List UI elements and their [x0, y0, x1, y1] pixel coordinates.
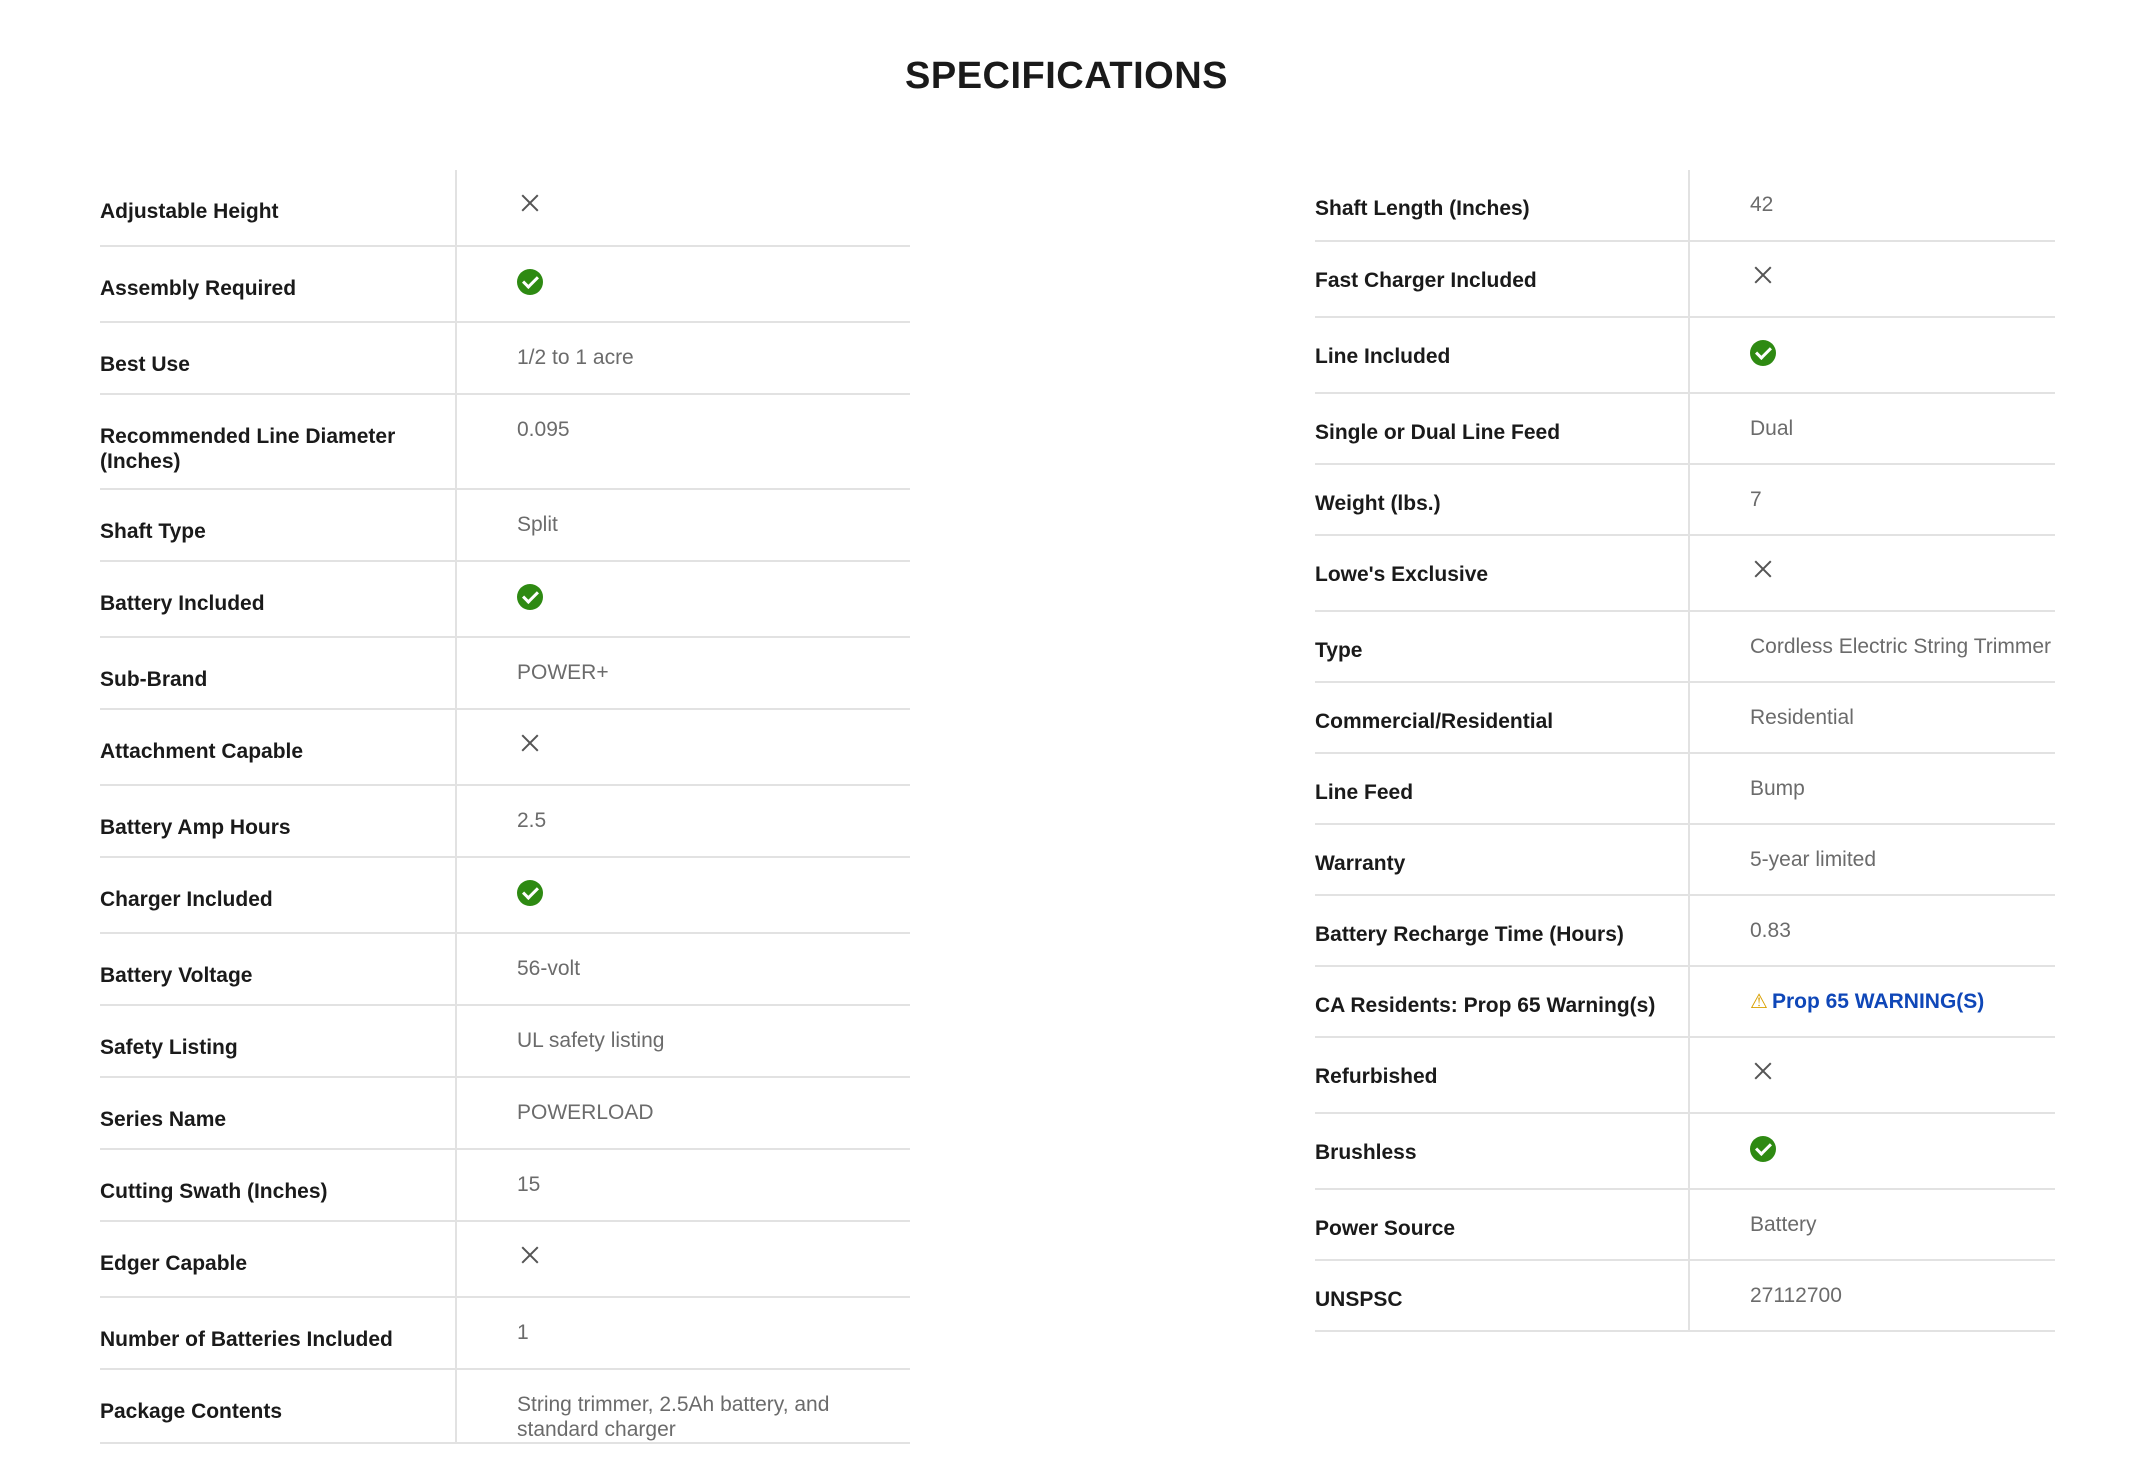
spec-value: Split [456, 489, 910, 561]
spec-label: UNSPSC [1315, 1260, 1689, 1331]
spec-label: Weight (lbs.) [1315, 464, 1689, 535]
x-icon [517, 730, 543, 756]
spec-row-single-or-dual-line-feed [1315, 393, 2055, 464]
spec-value [456, 857, 910, 933]
spec-row-shaft-length-inches [1315, 170, 2055, 241]
spec-value: Battery [1689, 1189, 2055, 1260]
spec-row-line-included [1315, 317, 2055, 393]
spec-row-unspsc [1315, 1260, 2055, 1331]
spec-label: Warranty [1315, 824, 1689, 895]
spec-value: Cordless Electric String Trimmer [1689, 611, 2055, 682]
specs-table-left [100, 170, 910, 1444]
spec-label: Battery Amp Hours [100, 785, 456, 857]
spec-row-battery-included [100, 561, 910, 637]
spec-value: POWERLOAD [456, 1077, 910, 1149]
spec-row-sub-brand [100, 637, 910, 709]
spec-label: Safety Listing [100, 1005, 456, 1077]
spec-value [1689, 1037, 2055, 1113]
spec-value: 27112700 [1689, 1260, 2055, 1331]
spec-label: Sub-Brand [100, 637, 456, 709]
warning-icon: ⚠ [1750, 991, 1768, 1013]
spec-row-weight-lbs [1315, 464, 2055, 535]
spec-row-charger-included [100, 857, 910, 933]
spec-row-best-use [100, 322, 910, 394]
prop65-warning-link[interactable]: Prop 65 WARNING(S) [1771, 990, 1985, 1013]
page-title: SPECIFICATIONS [905, 55, 1228, 97]
spec-row-safety-listing [100, 1005, 910, 1077]
spec-row-brushless [1315, 1113, 2055, 1189]
spec-label: Refurbished [1315, 1037, 1689, 1113]
spec-row-ca-residents-prop-65-warning-s [1315, 966, 2055, 1037]
spec-label: Battery Included [100, 561, 456, 637]
spec-row-battery-amp-hours [100, 785, 910, 857]
spec-row-cutting-swath-inches [100, 1149, 910, 1221]
spec-value [1689, 966, 2055, 1037]
x-icon [517, 190, 543, 216]
spec-value: String trimmer, 2.5Ah battery, and standard charger [456, 1369, 910, 1443]
spec-row-edger-capable [100, 1221, 910, 1297]
spec-value: 2.5 [456, 785, 910, 857]
x-icon [1750, 1058, 1776, 1084]
spec-row-recommended-line-diameter-inches [100, 394, 910, 489]
spec-value: UL safety listing [456, 1005, 910, 1077]
spec-label: Series Name [100, 1077, 456, 1149]
check-circle-icon [517, 584, 543, 610]
spec-value: 5-year limited [1689, 824, 2055, 895]
spec-value [1689, 317, 2055, 393]
spec-label: Package Contents [100, 1369, 456, 1443]
spec-value [1689, 1113, 2055, 1189]
spec-row-package-contents [100, 1369, 910, 1443]
spec-value: 0.095 [456, 394, 910, 489]
spec-row-lowe-s-exclusive [1315, 535, 2055, 611]
check-circle-icon [1750, 1136, 1776, 1162]
x-icon [517, 1242, 543, 1268]
spec-label: Shaft Length (Inches) [1315, 170, 1689, 241]
check-circle-icon [517, 880, 543, 906]
spec-row-commercial-residential [1315, 682, 2055, 753]
x-icon [1750, 556, 1776, 582]
spec-label: Line Included [1315, 317, 1689, 393]
spec-row-type [1315, 611, 2055, 682]
spec-label: Recommended Line Diameter (Inches) [100, 394, 456, 489]
spec-label: Cutting Swath (Inches) [100, 1149, 456, 1221]
spec-value: 0.83 [1689, 895, 2055, 966]
spec-value [1689, 535, 2055, 611]
spec-label: Type [1315, 611, 1689, 682]
spec-row-attachment-capable [100, 709, 910, 785]
spec-row-adjustable-height [100, 170, 910, 246]
spec-value: 1/2 to 1 acre [456, 322, 910, 394]
spec-row-shaft-type [100, 489, 910, 561]
spec-label: Shaft Type [100, 489, 456, 561]
check-circle-icon [517, 269, 543, 295]
spec-label: CA Residents: Prop 65 Warning(s) [1315, 966, 1689, 1037]
spec-row-warranty [1315, 824, 2055, 895]
spec-value: Residential [1689, 682, 2055, 753]
spec-value [456, 1221, 910, 1297]
spec-value [456, 170, 910, 246]
spec-value [456, 246, 910, 322]
spec-label: Power Source [1315, 1189, 1689, 1260]
spec-label: Assembly Required [100, 246, 456, 322]
spec-value: Bump [1689, 753, 2055, 824]
spec-label: Adjustable Height [100, 170, 456, 246]
spec-label: Edger Capable [100, 1221, 456, 1297]
spec-value: 42 [1689, 170, 2055, 241]
spec-label: Brushless [1315, 1113, 1689, 1189]
spec-label: Line Feed [1315, 753, 1689, 824]
spec-row-series-name [100, 1077, 910, 1149]
spec-row-battery-voltage [100, 933, 910, 1005]
spec-row-power-source [1315, 1189, 2055, 1260]
check-circle-icon [1750, 340, 1776, 366]
spec-value: 7 [1689, 464, 2055, 535]
spec-label: Battery Recharge Time (Hours) [1315, 895, 1689, 966]
spec-row-battery-recharge-time-hours [1315, 895, 2055, 966]
spec-value: 1 [456, 1297, 910, 1369]
spec-label: Fast Charger Included [1315, 241, 1689, 317]
spec-row-refurbished [1315, 1037, 2055, 1113]
spec-row-assembly-required [100, 246, 910, 322]
spec-label: Charger Included [100, 857, 456, 933]
spec-value: 56-volt [456, 933, 910, 1005]
spec-row-fast-charger-included [1315, 241, 2055, 317]
spec-label: Number of Batteries Included [100, 1297, 456, 1369]
spec-label: Commercial/Residential [1315, 682, 1689, 753]
spec-row-line-feed [1315, 753, 2055, 824]
spec-label: Battery Voltage [100, 933, 456, 1005]
spec-label: Attachment Capable [100, 709, 456, 785]
spec-value [456, 709, 910, 785]
spec-value [456, 561, 910, 637]
spec-value [1689, 241, 2055, 317]
specs-table-right [1315, 170, 2055, 1332]
spec-value: Dual [1689, 393, 2055, 464]
spec-label: Lowe's Exclusive [1315, 535, 1689, 611]
spec-value: 15 [456, 1149, 910, 1221]
spec-label: Best Use [100, 322, 456, 394]
x-icon [1750, 262, 1776, 288]
spec-label: Single or Dual Line Feed [1315, 393, 1689, 464]
spec-row-number-of-batteries-included [100, 1297, 910, 1369]
spec-value: POWER+ [456, 637, 910, 709]
